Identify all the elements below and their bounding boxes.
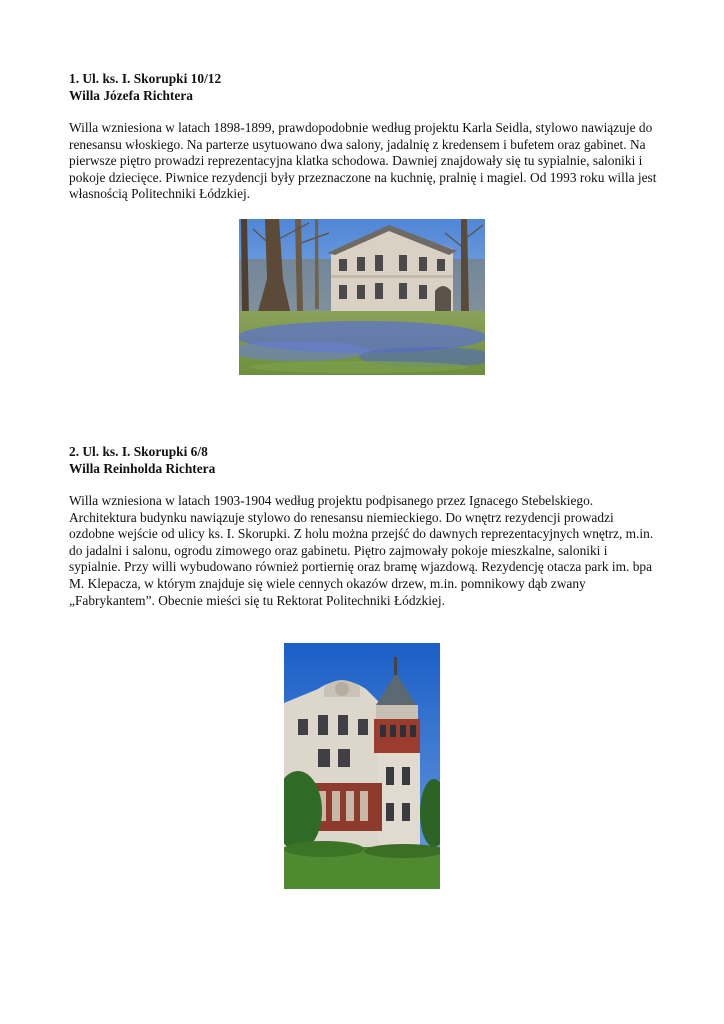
- section-1-villa-name: Willa Józefa Richtera: [69, 88, 193, 103]
- section-2-heading: [69, 443, 659, 477]
- villa-jozef-richter-photo: [239, 219, 485, 375]
- section-1-heading: [69, 70, 659, 104]
- section-2-description: [69, 493, 659, 609]
- section-1-paragraph: Willa wzniesiona w latach 1898-1899, prawdopodobnie według projektu Karla Seidla, stylowo nawiązuje do renesansu włoskiego. Na parterze usytuowano dwa salony, jadalnię z kredensem i bufetem oraz gabinet. Na pierwsze piętro prowadzi reprezentacyjna klatka schodowa. Dawniej znajdowały się tu sypialnie, saloniki i pokoje dziecięce. Piwnice rezydencji były przeznaczone na kuchnię, pralnię i magiel. Od 1993 roku willa jest własnością Politechniki Łódzkiej.: [69, 120, 657, 202]
- villa-reinhold-richter-photo: [284, 643, 440, 889]
- section-1-description: [69, 120, 659, 203]
- section-2-paragraph: Willa wzniesiona w latach 1903-1904 według projektu podpisanego przez Ignacego Stebelskiego. Architektura budynku nawiązuje stylowo do renesansu niemieckiego. Do wnętrz rezydencji prowadzi ozdobne wejście od ulicy ks. I. Skorupki. Z holu można przejść do dawnych reprezentacyjnych wnętrz, m.in. do jadalni i salonu, ogrodu zimowego oraz gabinetu. Piętro zajmowały pokoje mieszkalne, saloniki i sypialnie. Przy willi wybudowano również portiernię oraz bramę wjazdową. Rezydencję otacza park im. bpa M. Klepacza, w którym znajduje się wiele cennych okazów drzew, m.in. pomnikowy dąb zwany „Fabrykantem”. Obecnie mieści się tu Rektorat Politechniki Łódzkiej.: [69, 493, 654, 608]
- section-2-villa-name: Willa Reinholda Richtera: [69, 461, 216, 476]
- section-2-address: 2. Ul. ks. I. Skorupki 6/8: [69, 444, 208, 459]
- section-1-address: 1. Ul. ks. I. Skorupki 10/12: [69, 71, 222, 86]
